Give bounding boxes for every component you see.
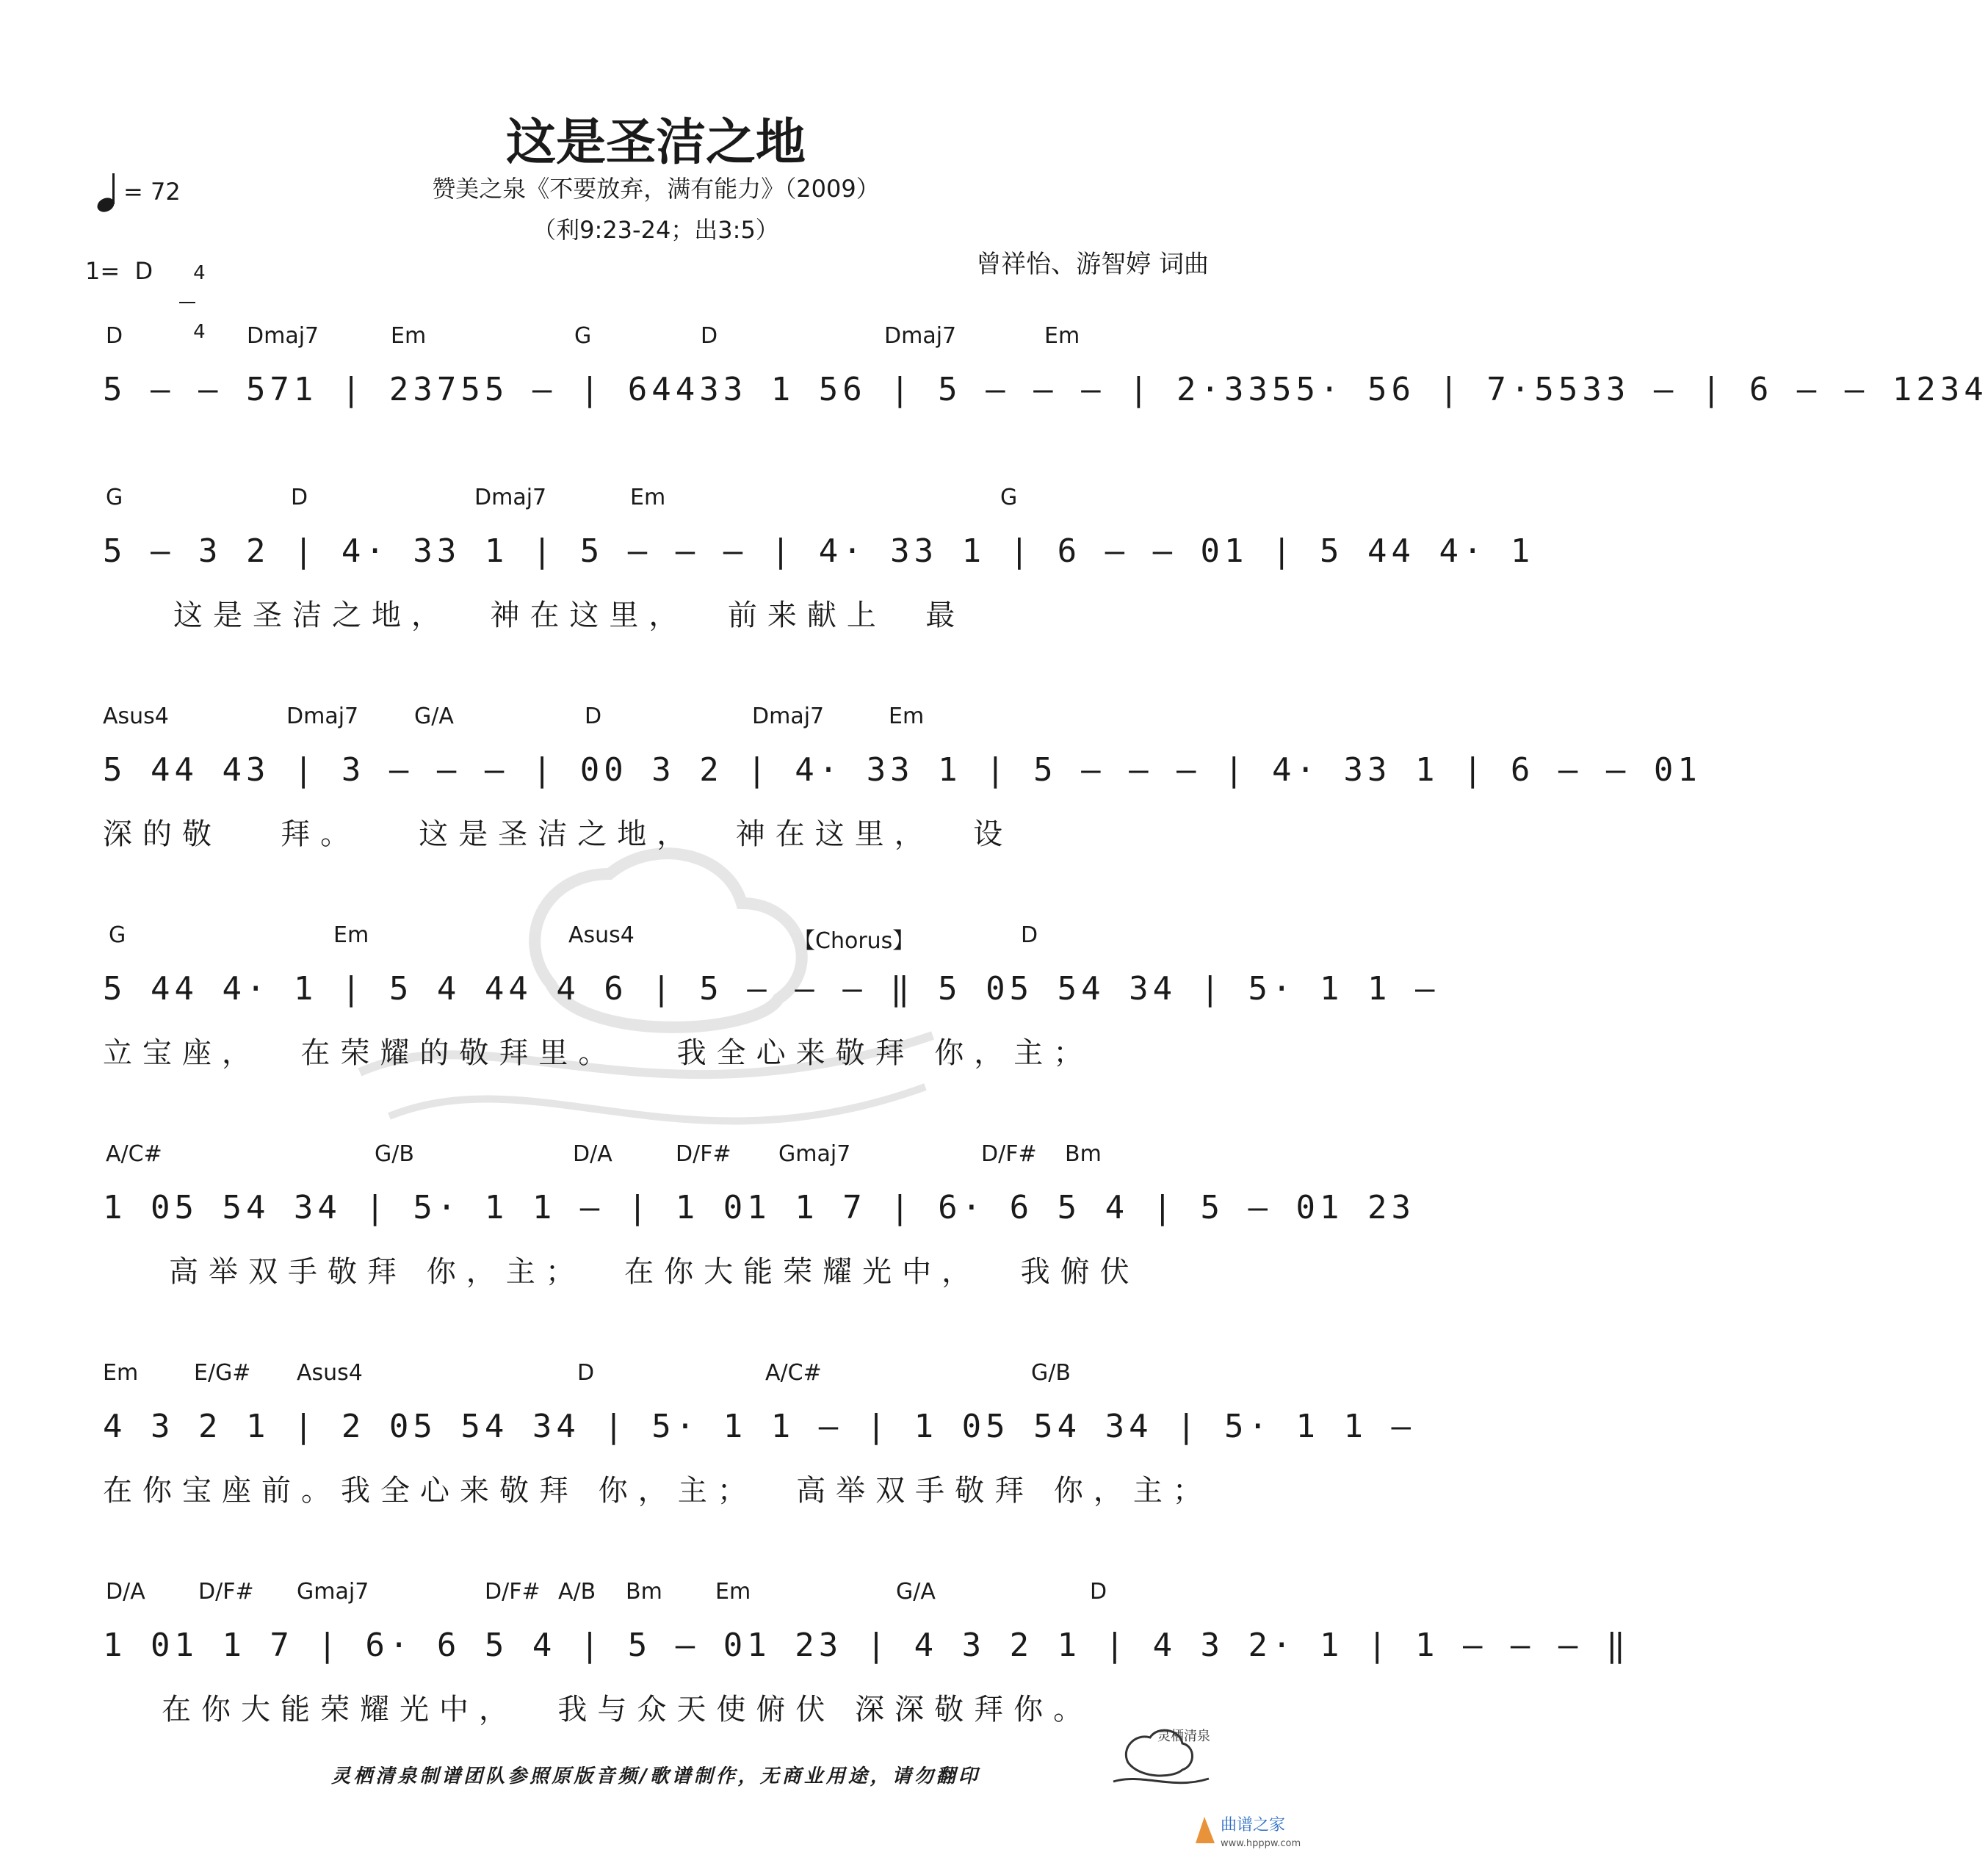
site-logo-icon — [1196, 1817, 1215, 1843]
chorus-marker: 【Chorus】 — [793, 928, 915, 954]
chord-symbol: Bm — [626, 1579, 662, 1605]
lyrics-line: 在你宝座前。我全心来敬拜 你，主； 高举双手敬拜 你，主； — [103, 1474, 1212, 1508]
chord-row — [103, 1141, 1219, 1171]
jianpu-notes: 1 01 1 7 | 6· 6 5 4 | 5 — 01 23 | 4 3 2 1 | 4 3 2· 1 | 1 — — — ‖ — [103, 1627, 1630, 1664]
scripture-reference: （利9:23-24；出3:5） — [532, 216, 779, 244]
jianpu-notes: 4 3 2 1 | 2 05 54 34 | 5· 1 1 — | 1 05 54 34 | 5· 1 1 — — [103, 1408, 1415, 1445]
chord-symbol: Em — [1044, 323, 1080, 349]
time-signature-divider — [179, 302, 195, 303]
chord-row — [103, 922, 1219, 952]
chord-row — [103, 1360, 1219, 1389]
chord-symbol: Gmaj7 — [778, 1141, 851, 1167]
chord-symbol: Em — [391, 323, 427, 349]
copyright-footer: 灵栖清泉制谱团队参照原版音频/歌谱制作，无商业用途，请勿翻印 — [331, 1765, 980, 1787]
lingqi-logo — [1106, 1711, 1216, 1792]
lyrics-line: 深的敬 拜。 这是圣洁之地， 神在这里， 设 — [103, 817, 1013, 851]
song-title: 这是圣洁之地 — [505, 114, 806, 172]
chord-symbol: Dmaj7 — [286, 704, 359, 729]
chord-symbol: E/G# — [194, 1360, 251, 1386]
chord-symbol: D — [585, 704, 602, 729]
chord-symbol: Em — [715, 1579, 751, 1605]
lamb-logo-icon — [1106, 1711, 1216, 1792]
chord-symbol: D/F# — [485, 1579, 541, 1605]
chord-symbol: G — [109, 922, 126, 948]
chord-symbol: Bm — [1065, 1141, 1102, 1167]
chord-symbol: D — [1090, 1579, 1107, 1605]
lyrics-line: 在你大能荣耀光中， 我与众天使俯伏 深深敬拜你。 — [162, 1693, 1094, 1726]
chord-symbol: Gmaj7 — [297, 1579, 369, 1605]
jianpu-notes: 5 — 3 2 | 4· 33 1 | 5 — — — | 4· 33 1 | 6 — — 01 | 5 44 4· 1 — [103, 532, 1535, 570]
chord-symbol: D — [291, 485, 308, 510]
chord-symbol: D — [1021, 922, 1038, 948]
chord-symbol: G — [574, 323, 592, 349]
time-signature-bottom: 4 — [193, 321, 206, 343]
chord-symbol: A/C# — [765, 1360, 822, 1386]
album-subtitle: 赞美之泉《不要放弃，满有能力》（2009） — [432, 175, 880, 203]
chord-symbol: G/B — [1031, 1360, 1071, 1386]
chord-symbol: Asus4 — [297, 1360, 363, 1386]
lyrics-line: 这是圣洁之地， 神在这里， 前来献上 最 — [173, 599, 966, 632]
key-signature: 1= D — [85, 257, 153, 285]
chord-symbol: Asus4 — [103, 704, 169, 729]
chord-row — [103, 323, 1219, 352]
chord-symbol: G — [106, 485, 123, 510]
chord-symbol: Em — [333, 922, 369, 948]
chord-symbol: Asus4 — [568, 922, 635, 948]
tempo-value: = 72 — [123, 178, 181, 206]
chord-symbol: G/A — [896, 1579, 936, 1605]
lyrics-line: 高举双手敬拜 你，主； 在你大能荣耀光中， 我俯伏 — [169, 1255, 1140, 1289]
chord-symbol: Em — [630, 485, 666, 510]
chord-symbol: G/A — [414, 704, 454, 729]
chord-symbol: A/C# — [106, 1141, 162, 1167]
chord-symbol: Dmaj7 — [752, 704, 825, 729]
site-logo[interactable] — [1190, 1809, 1307, 1851]
chord-symbol: D/A — [573, 1141, 612, 1167]
composer-credits: 曾祥怡、游智婷 词曲 — [976, 250, 1209, 279]
chord-symbol: Em — [103, 1360, 139, 1386]
chord-row — [103, 704, 1219, 733]
chord-symbol: D/A — [106, 1579, 145, 1605]
chord-symbol: D/F# — [198, 1579, 254, 1605]
chord-symbol: Dmaj7 — [884, 323, 957, 349]
lyrics-line: 立宝座， 在荣耀的敬拜里。 我全心来敬拜 你，主； — [103, 1036, 1094, 1070]
jianpu-notes: 1 05 54 34 | 5· 1 1 — | 1 01 1 7 | 6· 6 5 4 | 5 — 01 23 — [103, 1189, 1415, 1226]
jianpu-notes: 5 44 4· 1 | 5 4 44 4 6 | 5 — — — ‖ 5 05 54 34 | 5· 1 1 — — [103, 970, 1439, 1008]
chord-row — [103, 485, 1219, 514]
chord-symbol: G/B — [375, 1141, 414, 1167]
jianpu-notes: 5 44 43 | 3 — — — | 00 3 2 | 4· 33 1 | 5 — — — | 4· 33 1 | 6 — — 01 — [103, 751, 1702, 789]
site-logo-text: 曲谱之家 — [1221, 1816, 1286, 1834]
site-logo-url: www.hpppw.com — [1221, 1838, 1301, 1849]
chord-symbol: D — [577, 1360, 595, 1386]
jianpu-notes: 5 — — 571 | 23755 — | 64433 1 56 | 5 — — — | 2·3355· 56 | 7·5533 — | 6 — — 1234 — [103, 371, 1988, 408]
chord-symbol: Dmaj7 — [474, 485, 547, 510]
chord-row — [103, 1579, 1219, 1608]
logo-text: 灵栖清泉 — [1157, 1729, 1210, 1744]
time-signature-top: 4 — [193, 262, 206, 284]
site-logo-graphic — [1190, 1809, 1307, 1851]
chord-symbol: A/B — [558, 1579, 596, 1605]
chord-symbol: D — [701, 323, 718, 349]
chord-symbol: G — [1000, 485, 1018, 510]
chord-symbol: Dmaj7 — [247, 323, 319, 349]
chord-symbol: D — [106, 323, 123, 349]
chord-symbol: Em — [889, 704, 925, 729]
chord-symbol: D/F# — [981, 1141, 1037, 1167]
chord-symbol: D/F# — [676, 1141, 731, 1167]
